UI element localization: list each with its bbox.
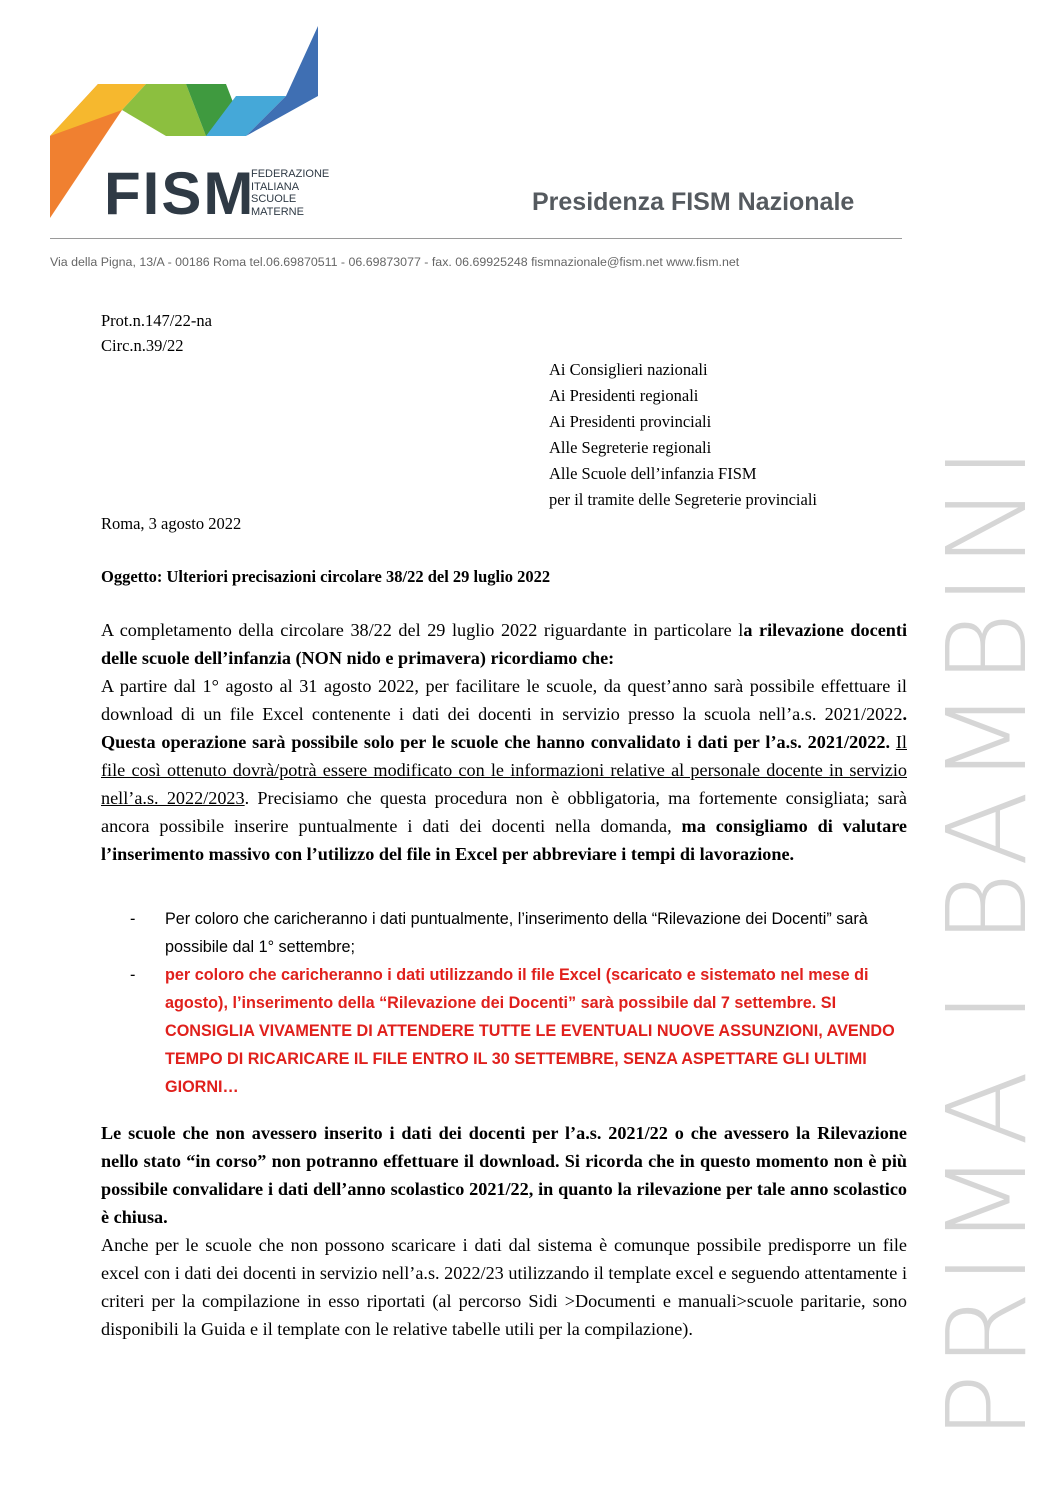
list-item: - Per coloro che caricheranno i dati puntualmente, l’inserimento della “Rilevazione dei Docenti” sarà possibile dal 1° settembre; (130, 910, 868, 956)
recipient-line: Alle Segreterie regionali (549, 438, 712, 457)
letter-date: Roma, 3 agosto 2022 (101, 514, 242, 533)
main-paragraph: A partire dal 1° agosto al 31 agosto 2022, per facilitare le scuole, da quest’anno sarà possibile effettuare il download di un file Excel contenente i dati dei docenti in servizio presso la scuola nell’a.s. 2021/2022. Questa operazione sarà possibile solo per le scuole che hanno convalidato i dati per l’a.s. 2021/2022. Il file così ottenuto dovrà/potrà essere modificato con le informazioni relative al personale docente in servizio nell’a.s. 2022/2023. Precisiamo che questa procedura non è obbligatoria, ma fortemente consigliata; sarà ancora possibile inserire puntualmente i dati dei docenti nella domanda, ma consigliamo di valutare l’inserimento massivo con l’utilizzo del file in Excel per abbreviare i tempi di lavorazione. (101, 676, 908, 864)
letter-body-continued (101, 1119, 907, 1343)
warning-paragraph: Le scuole che non avessero inserito i dati dei docenti per l’a.s. 2021/22 o che avessero la Rilevazione nello stato “in corso” non potranno effettuare il download. Si ricorda che in questo momento non è più possibile convalidare i dati dell’anno scolastico 2021/22, in quanto la rilevazione per tale anno scolastico è chiusa. (101, 1123, 907, 1227)
letterhead-address: Via della Pigna, 13/A - 00186 Roma tel.06.69870511 - 06.69873077 - fax. 06.69925248 fismnazionale@fism.net www.fism.net (50, 255, 740, 269)
letterhead-title: Presidenza FISM Nazionale (532, 188, 855, 216)
logo-wordmark: FISM (104, 160, 256, 227)
recipient-line: Ai Consiglieri nazionali (549, 360, 708, 379)
letter-body (101, 616, 907, 868)
circular-number: Circ.n.39/22 (101, 336, 184, 355)
template-paragraph: Anche per le scuole che non possono scaricare i dati dal sistema è comunque possibile predisporre un file excel con i dati dei docenti in servizio nell’a.s. 2022/23 utilizzando il template excel e seguendo attentamente i criteri per la compilazione in esso riportati (al percorso Sidi >Documenti e manuali>scuole paritarie, sono disponibili la Guida e il template con le relative tabelle utili per la compilazione). (101, 1235, 907, 1339)
header-divider (50, 238, 902, 239)
recipient-line: Alle Scuole dell’infanzia FISM (549, 464, 757, 483)
recipients-block (549, 357, 817, 513)
protocol-block (101, 308, 212, 358)
protocol-number: Prot.n.147/22-na (101, 311, 212, 330)
fism-logo (46, 26, 330, 227)
recipient-line: Ai Presidenti provinciali (549, 412, 712, 431)
bullet-list (130, 905, 910, 1101)
intro-paragraph: A completamento della circolare 38/22 del 29 luglio 2022 riguardante in particolare la rilevazione docenti delle scuole dell’infanzia (NON nido e primavera) ricordiamo che: (101, 620, 907, 668)
logo-subtitle: FEDERAZIONE ITALIANA SCUOLE MATERNE (251, 168, 330, 218)
list-item: - per coloro che caricheranno i dati utilizzando il file Excel (scaricato e sistemato nel mese di agosto), l’inserimento della “Rilevazione dei Docenti” sarà possibile dal 7 settembre. SI CONSIGLIA VIVAMENTE DI ATTENDERE TUTTE LE EVENTUALI NUOVE ASSUNZIONI, AVENDO TEMPO DI RICARICARE IL FILE ENTRO IL 30 SETTEMBRE, SENZA ASPETTARE GLI ULTIMI GIORNI… (130, 966, 895, 1096)
recipient-line: per il tramite delle Segreterie provinciali (549, 490, 818, 509)
recipient-line: Ai Presidenti regionali (549, 386, 699, 405)
side-motto: PRIMA I BAMBINI (923, 440, 1051, 1440)
letter-subject: Oggetto: Ulteriori precisazioni circolare 38/22 del 29 luglio 2022 (101, 567, 551, 586)
